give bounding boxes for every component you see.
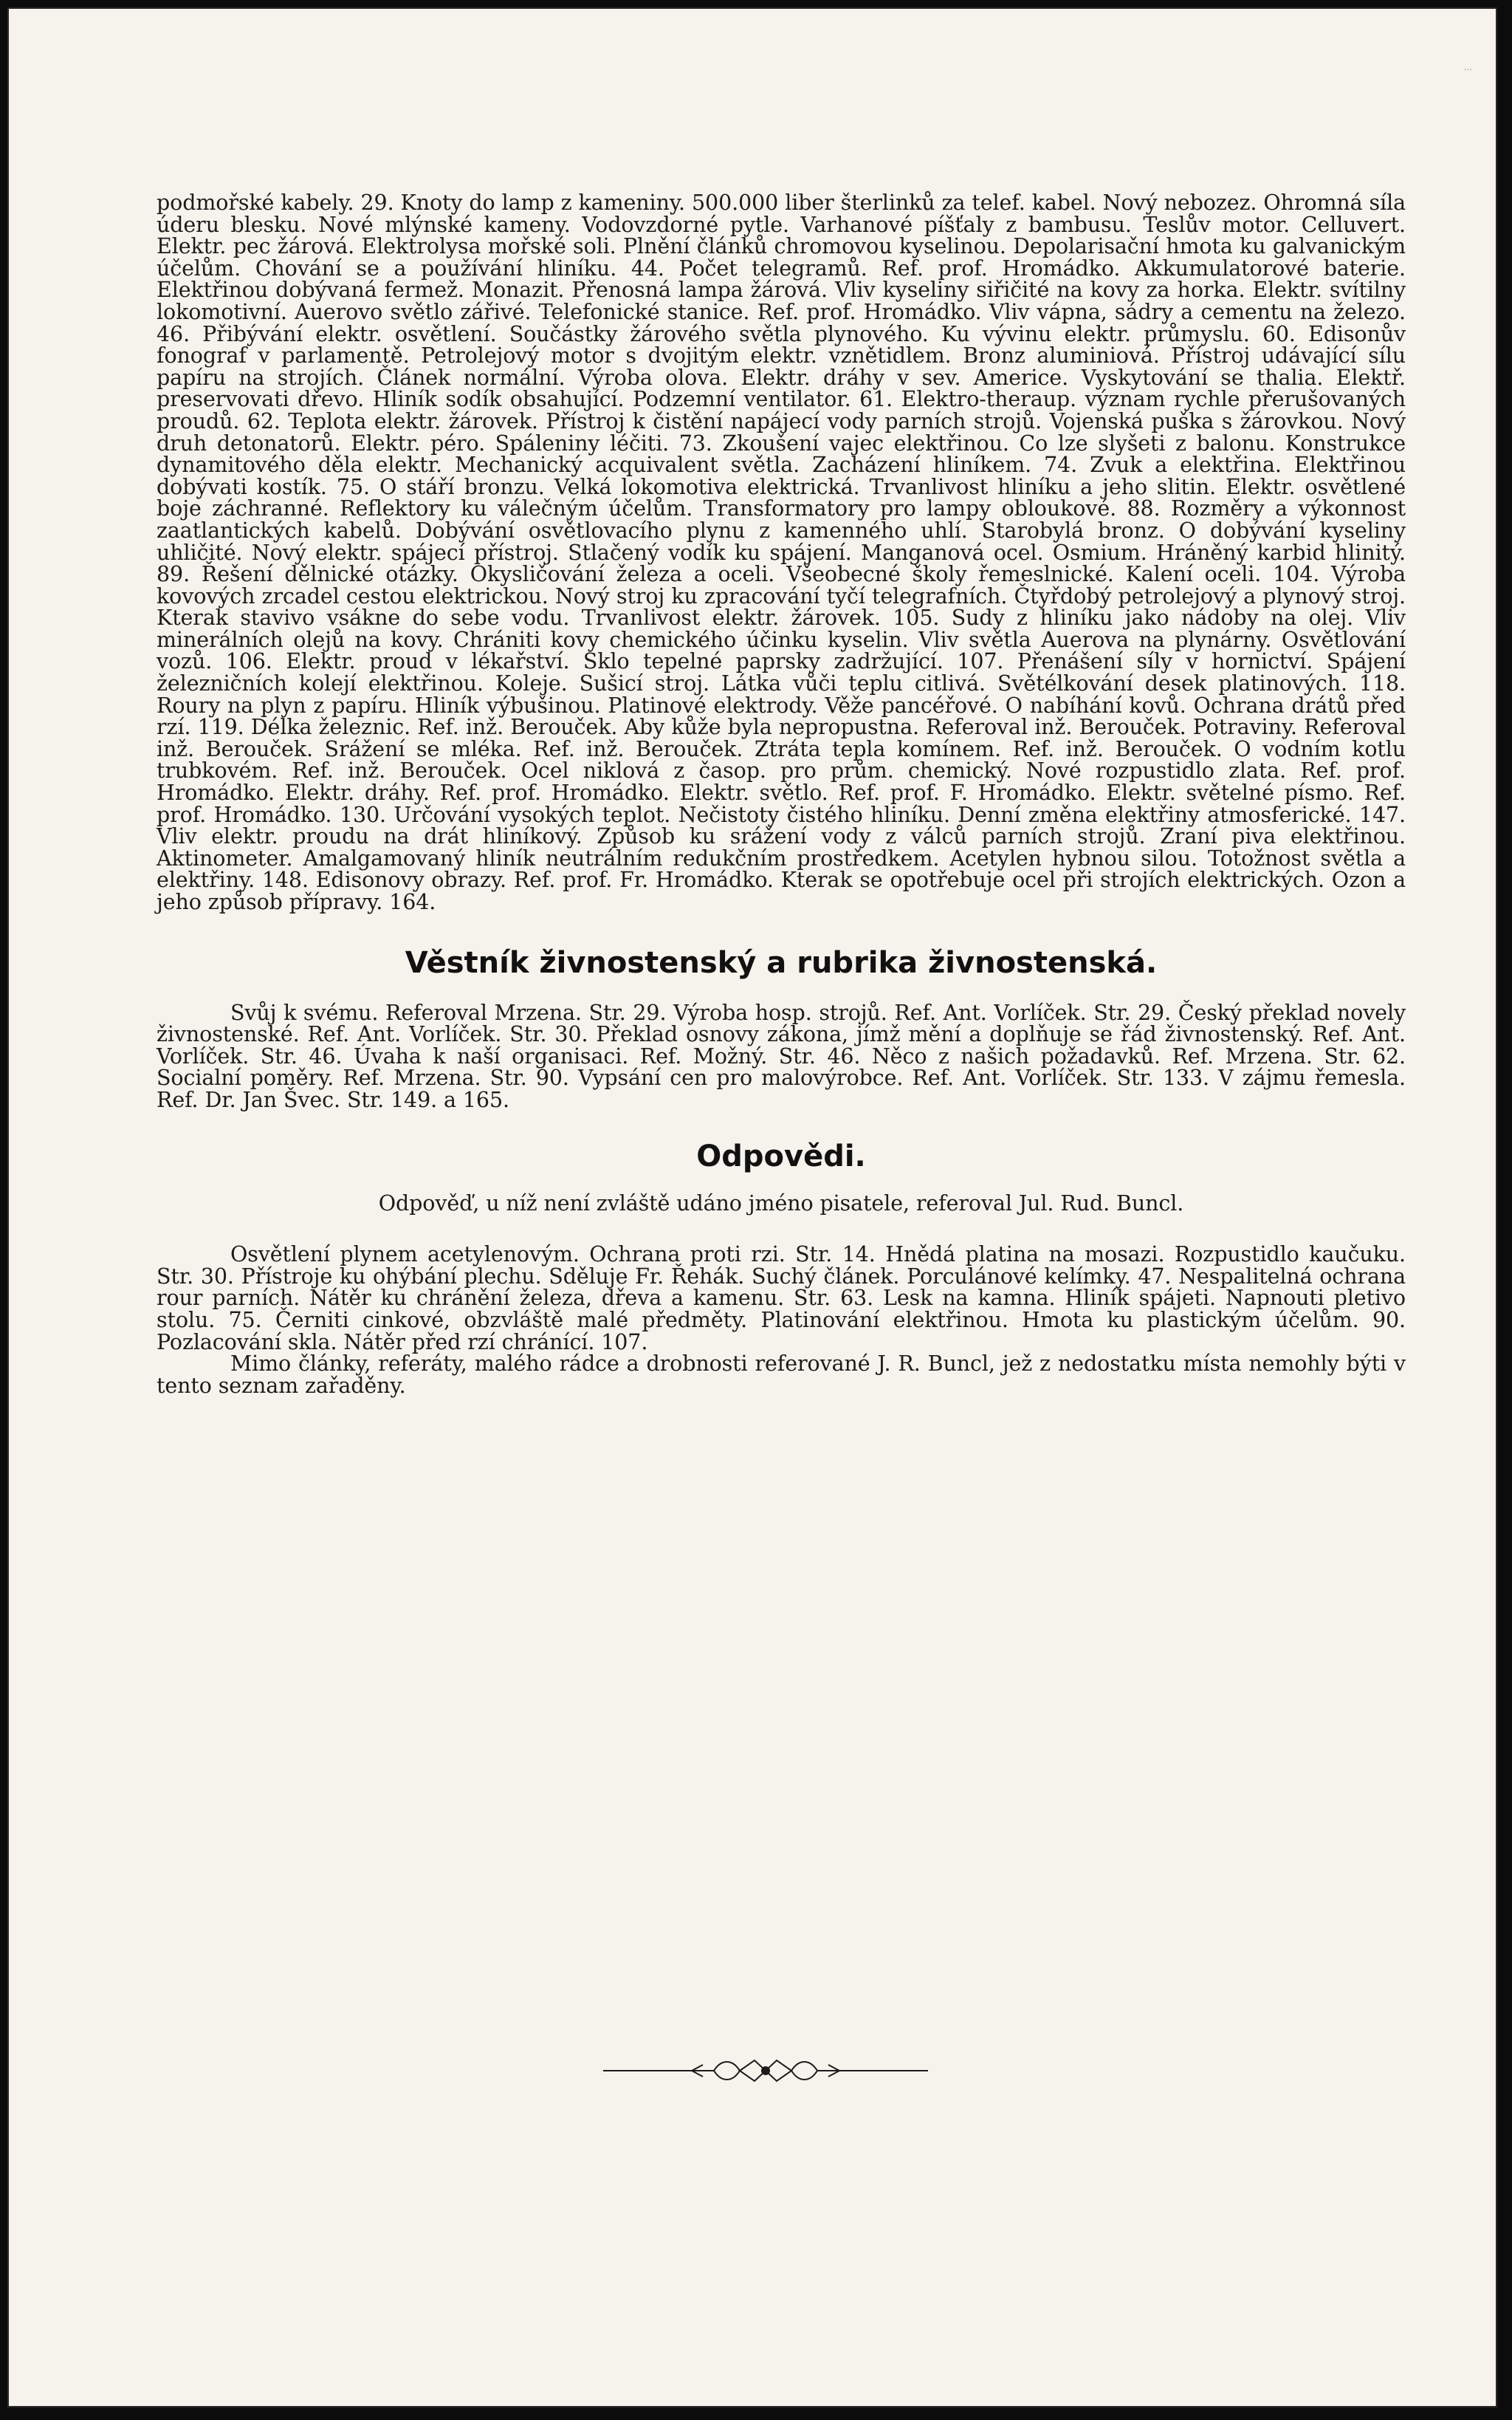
odpovedi-subtitle: Odpověď, u níž není zvláště udáno jméno pisatele, referoval Jul. Rud. Buncl. — [378, 1190, 1184, 1216]
vestnik-paragraph: Svůj k svému. Referoval Mrzena. Str. 29. Výroba hosp. strojů. Ref. Ant. Vorlíček. Str. 29. Český překlad novely živnostenské. Ref. Ant. Vorlíček. Str. 30. Překlad osnovy zákona, jímž mění a doplňuje se řád živnostenský. Ref. Ant. Vorlíček. Str. 46. Úvaha k naší organisaci. Ref. Možný. Str. 46. Něco z našich požadavků. Ref. Mrzena. Str. 62. Socialní poměry. Ref. Mrzena. Str. 90. Vypsání cen pro malovýrobce. Ref. Ant. Vorlíček. Str. 133. V zájmu řemesla. Ref. Dr. Jan Švec. Str. 149. a 165. — [157, 1000, 1406, 1112]
page-content — [157, 192, 1406, 1396]
corner-mark: ... — [1463, 62, 1472, 72]
ornament-divider-icon — [603, 2054, 928, 2087]
intro-paragraph: podmořské kabely. 29. Knoty do lamp z kameniny. 500.000 liber šterlinků za telef. kabel. Nový nebozez. Ohromná síla úderu blesku. Nové mlýnské kameny. Vodovzdorné pytle. Varhanové píšťaly z bambusu. Teslův motor. Celluvert. Elektr. pec žárová. Elektrolysa mořské soli. Plnění článků chromovou kyselinou. Depolarisační hmota ku galvanickým účelům. Chování se a používání hliníku. 44. Počet telegramů. Ref. prof. Hromádko. Akkumulatorové baterie. Elektřinou dobývaná fermež. Monazit. Přenosná lampa žárová. Vliv kyseliny siřičité na kovy za horka. Elektr. svítilny lokomotivní. Auerovo světlo zářivé. Telefonické stanice. Ref. prof. Hromádko. Vliv vápna, sádry a cementu na železo. 46. Přibývání elektr. osvětlení. Součástky žárového světla plynového. Ku vývinu elektr. průmyslu. 60. Edisonův fonograf v parlamentě. Petrolejový motor s dvojitým elektr. vznětidlem. Bronz aluminiová. Přístroj udávající sílu papíru na strojích. Článek normální. Výroba olova. Elektr. dráhy v sev. Americe. Vyskytování se thalia. Elektř. preservovati dřevo. Hliník sodík obsahující. Podzemní ventilator. 61. Elektro-theraup. význam rychle přerušovaných proudů. 62. Teplota elektr. žárovek. Přístroj k čistění napájecí vody parních strojů. Vojenská puška s žárovkou. Nový druh detonatorů. Elektr. péro. Spáleniny léčiti. 73. Zkoušení vajec elektřinou. Co lze slyšeti z balonu. Konstrukce dynamitového děla elektr. Mechanický acquivalent světla. Zacházení hliníkem. 74. Zvuk a elektřina. Elektřinou dobývati kostík. 75. O stáří bronzu. Velká lokomotiva elektrická. Trvanlivost hliníku a jeho slitin. Elektr. osvětlené boje záchranné. Reflektory ku válečným účelům. Transformatory pro lampy obloukové. 88. Rozměry a výkonnost zaatlantických kabelů. Dobývání osvětlovacího plynu z kamenného uhlí. Starobylá bronz. O dobývání kyseliny uhličité. Nový elektr. spájecí přístroj. Stlačený vodík ku spájení. Manganová ocel. Osmium. Hráněný karbid hlinitý. 89. Řešení dělnické otázky. Okysličování železa a oceli. Všeobecné školy řemeslnické. Kalení oceli. 104. Výroba kovových zrcadel cestou elektrickou. Nový stroj ku zpracování tyčí telegrafních. Čtyřdobý petrolejový a plynový stroj. Kterak stavivo vsákne do sebe vodu. Trvanlivost elektr. žárovek. 105. Sudy z hliníku jako nádoby na olej. Vliv minerálních olejů na kovy. Chrániti kovy chemického účinku kyselin. Vliv světla Auerova na plynárny. Osvětlování vozů. 106. Elektr. proud v lékařství. Sklo tepelné paprsky zadržující. 107. Přenášení síly v hornictví. Spájení železničních kolejí elektřinou. Koleje. Sušicí stroj. Látka vůči teplu citlivá. Světélkování desek platinových. 118. Roury na plyn z papíru. Hliník výbušinou. Platinové elektrody. Věže pancéřové. O nabíhání kovů. Ochrana drátů před rzí. 119. Délka železnic. Ref. inž. Berouček. Aby kůže byla nepropustna. Referoval inž. Berouček. Potraviny. Referoval inž. Berouček. Srážení se mléka. Ref. inž. Berouček. Ztráta tepla komínem. Ref. inž. Berouček. O vodním kotlu trubkovém. Ref. inž. Berouček. Ocel niklová z časop. pro prům. chemický. Nové rozpustidlo zlata. Ref. prof. Hromádko. Elektr. dráhy. Ref. prof. Hromádko. Elektr. světlo. Ref. prof. F. Hromádko. Elektr. světelné písmo. Ref. prof. Hromádko. 130. Určování vysokých teplot. Nečistoty čistého hliníku. Denní změna elektřiny atmosferické. 147. Vliv elektr. proudu na drát hliníkový. Způsob ku srážení vody z válců parních strojů. Zraní piva elektřinou. Aktinometer. Amalgamovaný hliník neutrálním redukčním prostředkem. Acetylen hybnou silou. Totožnost světla a elektřiny. 148. Edisonovy obrazy. Ref. prof. Fr. Hromádko. Kterak se opotřebuje ocel při strojích elektrických. Ozon a jeho způsob přípravy. 164. — [157, 191, 1406, 914]
closing-paragraph: Mimo články, referáty, malého rádce a drobnosti referované J. R. Buncl, jež z nedostatku místa nemohly býti v tento seznam zařaděny. — [157, 1351, 1406, 1398]
section-heading-odpovedi: Odpovědi. — [696, 1139, 866, 1173]
section-heading-vestnik: Věstník živnostenský a rubrika živnostenská. — [405, 945, 1158, 980]
odpovedi-paragraph: Osvětlení plynem acetylenovým. Ochrana proti rzi. Str. 14. Hnědá platina na mosazi. Rozpustidlo kaučuku. Str. 30. Přístroje ku ohýbání plechu. Sděluje Fr. Řehák. Suchý článek. Porculánové kelímky. 47. Nespalitelná ochrana rour parních. Nátěr ku chránění železa, dřeva a kamenu. Str. 63. Lesk na kamna. Hliník spájeti. Napnouti pletivo stolu. 75. Černiti cinkové, obzvláště malé předměty. Platinování elektřinou. Hmota ku plastickým účelům. 90. Pozlacování skla. Nátěr před rzí chránící. 107. — [157, 1242, 1406, 1354]
page-sheet — [7, 7, 1497, 2407]
